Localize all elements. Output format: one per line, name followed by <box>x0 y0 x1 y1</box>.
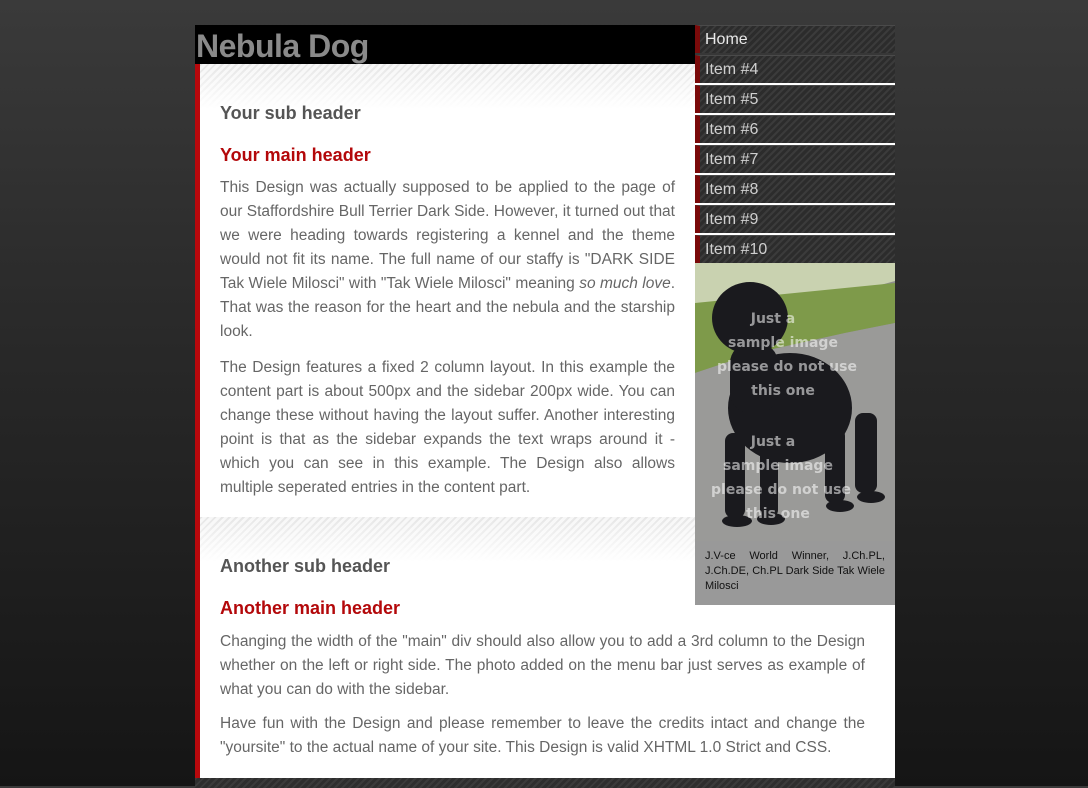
menu-item-8[interactable]: Item #8 <box>695 175 895 203</box>
watermark-line: please do not use <box>711 482 851 498</box>
watermark-line: this one <box>751 383 815 399</box>
page-wrapper <box>195 25 895 786</box>
entry-sub-header: Your sub header <box>220 103 361 123</box>
watermark-line: Just a <box>750 311 796 327</box>
watermark-line: sample image <box>728 335 838 351</box>
menu-item-7[interactable]: Item #7 <box>695 145 895 173</box>
menu-item-9[interactable]: Item #9 <box>695 205 895 233</box>
menu-item-4[interactable]: Item #4 <box>695 55 895 83</box>
menu-item-home[interactable]: Home <box>695 25 895 53</box>
entry-main-header: Another main header <box>220 598 401 618</box>
entry-paragraph: Changing the width of the "main" div should also allow you to add a 3rd column to the Design whether on the left or right side. The photo added on the menu bar just serves as example of what you can do with the sidebar. <box>220 633 865 698</box>
menu-item-6[interactable]: Item #6 <box>695 115 895 143</box>
entry-paragraph: Have fun with the Design and please remember to leave the credits intact and change the "yoursite" to the actual name of your site. This Design is valid XHTML 1.0 Strict and CSS. <box>220 715 865 756</box>
emphasis-text: so much love <box>579 275 671 292</box>
main-menu <box>695 25 895 263</box>
dog-photo <box>695 263 895 541</box>
photo-caption: J.V-ce World Winner, J.Ch.PL, J.Ch.DE, Ch.PL Dark Side Tak Wiele Milosci <box>705 550 885 592</box>
entry-paragraph: The Design features a fixed 2 column layout. In this example the content part is about 500px and the sidebar 200px wide. You can change these without having the layout suffer. Another interesting point is that as the sidebar expands the text wraps around it - which you can see in this example. The Design also allows multiple seperated entries in the content part. <box>220 359 675 496</box>
watermark-line: this one <box>746 506 810 522</box>
menu-item-10[interactable]: Item #10 <box>695 235 895 263</box>
watermark-line: Just a <box>750 434 796 450</box>
sidebar-photo-box <box>695 263 895 605</box>
entry-paragraph <box>220 176 675 344</box>
site-title[interactable]: Nebula Dog <box>196 28 369 64</box>
sidebar <box>695 25 895 605</box>
menu-item-5[interactable]: Item #5 <box>695 85 895 113</box>
entry-sub-header: Another sub header <box>220 556 391 576</box>
watermark-line: sample image <box>723 458 833 474</box>
footer-bar <box>195 778 895 788</box>
paragraph-text: This Design was actually supposed to be applied to the page of our Staffordshire Bull Terrier Dark Side. However, it turned out that we were heading towards registering a kennel and the theme would not fit its name. The full name of our staffy is "DARK SIDE Tak Wiele Milosci" with "Tak Wiele Milosci" meaning <box>220 179 675 292</box>
entry-main-header: Your main header <box>220 145 371 165</box>
paragraph-text: . That was the reason for the heart and the nebula and the starship look. <box>220 275 675 340</box>
watermark-line: please do not use <box>717 359 857 375</box>
site-header <box>195 25 695 64</box>
